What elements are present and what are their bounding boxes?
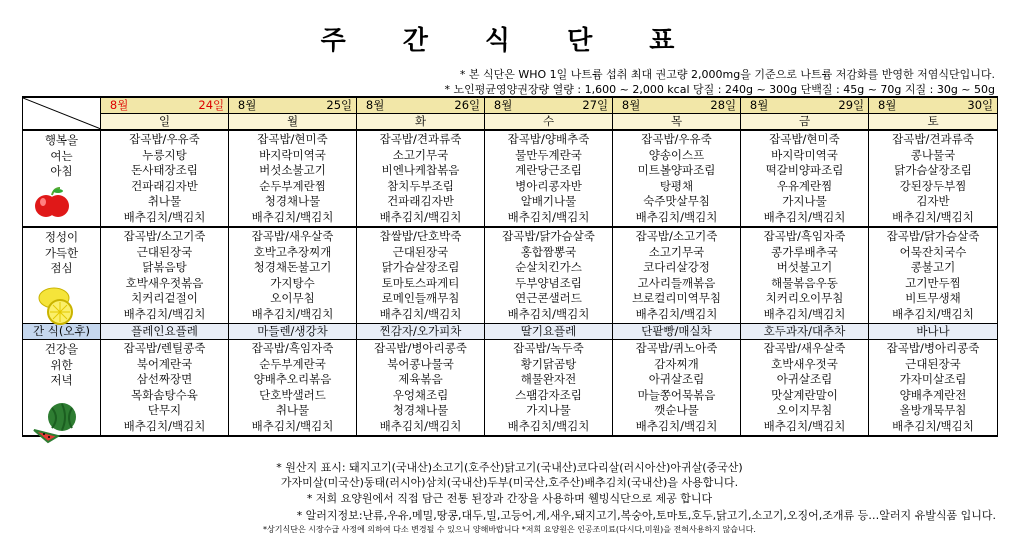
homemade-note: * 저희 요양원에서 직접 담근 전통 된장과 간장을 사용하며 웰빙식단으로 제공 합니다 <box>306 492 713 505</box>
menu-item: 가지나물 <box>526 403 571 417</box>
menu-item: 양배추오리볶음 <box>253 372 332 386</box>
menu-item: 깻순나물 <box>654 403 699 417</box>
snack-row <box>23 324 998 340</box>
menu-item: 잡곡밥/우유죽 <box>129 132 200 146</box>
menu-item: 잡곡밥/소고기죽 <box>123 229 206 243</box>
dinner-menu-cell <box>485 340 613 437</box>
meal-label-line: 행복을 <box>44 133 79 147</box>
date-text: 29일 <box>838 98 865 112</box>
snack-item: 마들렌/생강차 <box>229 324 357 340</box>
meal-label-line: 여는 <box>50 148 73 163</box>
menu-item: 돈사태장조림 <box>131 163 198 177</box>
meal-label-line: 정성이 <box>44 230 79 244</box>
origin-note: * 원산지 표시: 돼지고기(국내산)소고기(호주산)닭고기(국내산)코다리살(러시아산)아귀살(중국산) <box>276 461 743 474</box>
day-name: 금 <box>741 114 869 131</box>
menu-item: 해물볶음우동 <box>771 275 838 290</box>
menu-item: 잡곡밥/렌틸콩죽 <box>123 341 206 355</box>
menu-item: 황기닭곰탕 <box>520 356 577 371</box>
menu-item: 아귀살조림 <box>776 372 833 386</box>
menu-item: 가지탕수 <box>270 275 315 290</box>
date-cell <box>357 97 485 114</box>
menu-item: 배추김치/백김치 <box>635 209 718 224</box>
menu-item: 비엔나케찹볶음 <box>381 163 460 177</box>
menu-item: 비트무생채 <box>905 291 961 305</box>
menu-item: 해물완자전 <box>520 372 577 386</box>
menu-item: 잡곡밥/새우살죽 <box>251 229 334 243</box>
menu-item: 북어콩나물국 <box>387 356 454 371</box>
menu-item: 잡곡밥/흑임자죽 <box>763 229 846 243</box>
menu-table <box>22 96 998 437</box>
menu-item: 취나물 <box>147 194 182 208</box>
menu-item: 로메인들깨무침 <box>381 291 460 305</box>
date-text: 25일 <box>326 98 353 112</box>
date-cell <box>869 97 998 114</box>
menu-item: 버섯소불고기 <box>259 163 326 177</box>
menu-item: 아귀살조림 <box>648 372 705 386</box>
lunch-menu-cell <box>613 227 741 324</box>
date-text: 24일 <box>198 98 225 112</box>
menu-item: 코다리살강정 <box>643 260 710 274</box>
date-row <box>23 97 998 114</box>
lunch-menu-cell <box>357 227 485 324</box>
date-cell <box>485 97 613 114</box>
meal-label-line: 저녁 <box>50 373 73 387</box>
menu-item: 숙주맛살무침 <box>643 194 710 208</box>
day-row <box>23 114 998 131</box>
menu-item: 제육볶음 <box>398 372 443 386</box>
menu-item: 어묵잔치국수 <box>899 244 967 259</box>
menu-item: 바지락미역국 <box>259 147 326 162</box>
meal-label-line: 점심 <box>50 261 73 275</box>
breakfast-menu-cell <box>485 130 613 227</box>
month-text: 8월 <box>749 98 769 112</box>
menu-item: 누릉지탕 <box>142 147 187 162</box>
menu-item: 잡곡밥/퀴노아죽 <box>635 341 718 355</box>
date-text: 28일 <box>710 98 737 112</box>
menu-item: 잡곡밥/견과류죽 <box>379 132 462 146</box>
menu-item: 단무지 <box>147 403 182 417</box>
menu-item: 근대된장국 <box>392 244 449 259</box>
menu-item: 소고기무국 <box>648 244 705 259</box>
dinner-menu-cell <box>613 340 741 437</box>
menu-item: 홍합짬뽕국 <box>520 244 577 259</box>
menu-item: 배추김치/백김치 <box>123 209 206 224</box>
date-text: 27일 <box>582 98 609 112</box>
day-name: 월 <box>229 114 357 131</box>
month-text: 8월 <box>493 98 513 112</box>
menu-item: 잡곡밥/닭가슴살죽 <box>886 229 980 243</box>
page-title: 주 간 식 단 표 <box>320 26 699 56</box>
menu-item: 배추김치/백김치 <box>379 418 462 433</box>
menu-item: 참치두부조림 <box>387 178 454 193</box>
menu-item: 오이무침 <box>270 291 315 305</box>
menu-item: 콩불고기 <box>910 260 956 274</box>
menu-item: 잡곡밥/녹두죽 <box>513 341 584 355</box>
menu-item: 배추김치/백김치 <box>892 209 974 224</box>
date-text: 30일 <box>967 98 994 112</box>
menu-item: 계란당근조림 <box>515 163 582 177</box>
lunch-menu-cell <box>741 227 869 324</box>
menu-item: 취나물 <box>275 403 310 417</box>
menu-item: 잡곡밥/소고기죽 <box>635 229 718 243</box>
menu-item: 북어계란국 <box>136 356 193 371</box>
menu-item: 배추김치/백김치 <box>635 306 718 321</box>
menu-item: 순두부계란국 <box>259 356 326 371</box>
menu-item: 스팸감자조림 <box>515 387 582 402</box>
breakfast-menu-cell <box>613 130 741 227</box>
date-cell <box>741 97 869 114</box>
watermelon-icon <box>30 400 80 444</box>
date-cell <box>613 97 741 114</box>
dinner-menu-cell <box>229 340 357 437</box>
menu-item: 호박새우젓국 <box>771 356 838 371</box>
disclaimer-note: *상기식단은 시장수급 사정에 의하여 다소 변경될 수 있으니 양해바랍니다 *저희 요양원은 인공조미료(다시다,미원)을 전혀사용하지 않습니다. <box>263 525 756 534</box>
menu-item: 배추김치/백김치 <box>507 418 590 433</box>
menu-item: 잡곡밥/양배추죽 <box>507 132 590 146</box>
menu-item: 배추김치/백김치 <box>892 306 974 321</box>
menu-item: 물만두계란국 <box>515 147 582 162</box>
menu-item: 알배기나물 <box>520 194 577 208</box>
menu-item: 호박고추장찌개 <box>253 244 332 259</box>
menu-item: 배추김치/백김치 <box>507 209 590 224</box>
menu-item: 잡곡밥/병아리콩죽 <box>374 341 467 355</box>
dinner-menu-cell <box>101 340 229 437</box>
menu-item: 근대된장국 <box>136 244 193 259</box>
menu-item: 건파래김자반 <box>387 194 454 208</box>
lemon-icon <box>36 282 78 326</box>
meal-label-line: 위한 <box>50 357 73 372</box>
menu-item: 잡곡밥/현미죽 <box>769 132 840 146</box>
breakfast-menu-cell <box>741 130 869 227</box>
corner-cell <box>23 97 101 130</box>
menu-item: 잡곡밥/흑임자죽 <box>251 341 334 355</box>
menu-item: 청경채나물 <box>264 194 321 208</box>
meal-label-line: 건강을 <box>44 342 79 356</box>
menu-item: 잡곡밥/견과류죽 <box>892 132 974 146</box>
dinner-menu-cell <box>357 340 485 437</box>
menu-item: 콩나물국 <box>910 147 956 162</box>
origin-note-2: 가자미살(미국산)동태(러시아)삼치(국내산)두부(미국산,호주산)배추김치(국내산)을 사용합니다. <box>280 476 739 489</box>
menu-item: 잡곡밥/현미죽 <box>257 132 328 146</box>
menu-item: 찹쌀밥/단호박죽 <box>379 229 462 243</box>
meal-label-line: 가득한 <box>44 245 79 260</box>
nutrition-note: * 노인평균영양권장량 열량 : 1,600 ~ 2,000 kcal 당질 : 240g ~ 300g 단백질 : 45g ~ 70g 지질 : 30g ~ 50g <box>444 83 995 96</box>
snack-item: 단팥빵/매실차 <box>613 324 741 340</box>
menu-item: 버섯불고기 <box>776 260 833 274</box>
dinner-row <box>23 340 998 437</box>
menu-item: 병아리콩자반 <box>515 178 582 193</box>
menu-item: 배추김치/백김치 <box>892 418 974 433</box>
day-name: 목 <box>613 114 741 131</box>
menu-item: 배추김치/백김치 <box>763 418 846 433</box>
lunch-menu-cell <box>101 227 229 324</box>
menu-item: 치커리겉절이 <box>131 291 198 305</box>
diagonal-line <box>23 98 101 129</box>
menu-item: 목화솜탕수육 <box>131 387 198 402</box>
menu-item: 배추김치/백김치 <box>507 306 590 321</box>
menu-item: 배추김치/백김치 <box>251 209 334 224</box>
menu-item: 닭볶음탕 <box>142 260 187 274</box>
snack-item: 바나나 <box>869 324 998 340</box>
allergy-note: * 알러지정보:난류,우유,메밀,땅콩,대두,밀,고등어,게,새우,돼지고기,복숭아,토마토,호두,닭고기,소고기,오징어,조개류 등…알러지 유발식품 입니다. <box>296 509 996 522</box>
menu-item: 닭가슴살장조림 <box>381 260 460 274</box>
menu-item: 순살치킨가스 <box>515 260 582 274</box>
breakfast-menu-cell <box>101 130 229 227</box>
menu-item: 배추김치/백김치 <box>763 209 846 224</box>
menu-item: 잡곡밥/병아리콩죽 <box>886 341 980 355</box>
menu-item: 떡갈비양파조림 <box>765 163 844 177</box>
breakfast-menu-cell <box>869 130 998 227</box>
date-cell <box>101 97 229 114</box>
menu-item: 청경채돈불고기 <box>253 260 332 274</box>
menu-item: 배추김치/백김치 <box>379 306 462 321</box>
menu-item: 김자반 <box>916 194 950 208</box>
breakfast-row <box>23 130 998 227</box>
meal-label-line: 아침 <box>50 164 73 178</box>
lunch-menu-cell <box>229 227 357 324</box>
menu-item: 치커리오이무침 <box>765 291 844 305</box>
menu-item: 배추김치/백김치 <box>763 306 846 321</box>
snack-item: 찐감자/오가피차 <box>357 324 485 340</box>
breakfast-menu-cell <box>229 130 357 227</box>
month-text: 8월 <box>237 98 257 112</box>
menu-item: 청경채나물 <box>392 403 449 417</box>
menu-item: 바지락미역국 <box>771 147 838 162</box>
menu-item: 양송이스프 <box>648 147 705 162</box>
month-text: 8월 <box>109 98 129 112</box>
menu-item: 올방개묵무침 <box>899 403 967 417</box>
menu-item: 탕평채 <box>659 178 694 193</box>
dinner-menu-cell <box>741 340 869 437</box>
menu-item: 배추김치/백김치 <box>123 306 206 321</box>
day-name: 토 <box>869 114 998 131</box>
menu-item: 우유계란찜 <box>776 178 833 193</box>
menu-item: 가자미살조림 <box>899 372 967 386</box>
menu-item: 배추김치/백김치 <box>635 418 718 433</box>
month-text: 8월 <box>365 98 385 112</box>
menu-item: 잡곡밥/새우살죽 <box>763 341 846 355</box>
menu-item: 잡곡밥/우유죽 <box>641 132 712 146</box>
menu-item: 배추김치/백김치 <box>379 209 462 224</box>
date-cell <box>229 97 357 114</box>
lunch-menu-cell <box>869 227 998 324</box>
day-name: 수 <box>485 114 613 131</box>
snack-item: 호두과자/대추차 <box>741 324 869 340</box>
menu-item: 순두부계란찜 <box>259 178 326 193</box>
menu-item: 감자찌개 <box>654 356 699 371</box>
menu-item: 양배추계란전 <box>899 387 967 402</box>
menu-item: 잡곡밥/닭가슴살죽 <box>502 229 595 243</box>
breakfast-menu-cell <box>357 130 485 227</box>
menu-item: 배추김치/백김치 <box>251 306 334 321</box>
day-name: 화 <box>357 114 485 131</box>
menu-item: 미트볼양파조림 <box>637 163 716 177</box>
menu-item: 강된장두부찜 <box>899 178 967 193</box>
menu-item: 삼선짜장면 <box>136 372 193 386</box>
menu-item: 고기만두찜 <box>905 275 961 290</box>
menu-item: 연근콘샐러드 <box>515 291 582 305</box>
day-name: 일 <box>101 114 229 131</box>
menu-item: 배추김치/백김치 <box>251 418 334 433</box>
snack-label: 간 식(오후) <box>23 324 101 340</box>
menu-item: 두부양념조림 <box>515 275 582 290</box>
month-text: 8월 <box>621 98 641 112</box>
menu-item: 고사리들깨볶음 <box>637 275 716 290</box>
menu-item: 건파래김자반 <box>131 178 198 193</box>
menu-item: 브로컬리미역무침 <box>632 291 721 305</box>
menu-item: 배추김치/백김치 <box>123 418 206 433</box>
lunch-menu-cell <box>485 227 613 324</box>
menu-item: 우엉채조림 <box>392 387 449 402</box>
menu-item: 맛살계란말이 <box>771 387 838 402</box>
menu-item: 소고기무국 <box>392 147 449 162</box>
menu-item: 호박새우젓볶음 <box>125 275 204 290</box>
dinner-menu-cell <box>869 340 998 437</box>
menu-item: 가지나물 <box>782 194 827 208</box>
menu-item: 마늘쫑어묵볶음 <box>637 387 716 402</box>
snack-item: 딸기요플레 <box>485 324 613 340</box>
snack-item: 플레인요플레 <box>101 324 229 340</box>
date-text: 26일 <box>454 98 481 112</box>
sodium-note: * 본 식단은 WHO 1일 나트륨 섭취 최대 권고량 2,000mg을 기준으로 나트륨 저감화를 반영한 저염식단입니다. <box>459 68 995 81</box>
menu-item: 오이지무침 <box>776 403 833 417</box>
menu-item: 닭가슴살장조림 <box>894 163 972 177</box>
menu-item: 콩가루배추국 <box>771 244 838 259</box>
menu-item: 단호박샐러드 <box>259 387 326 402</box>
apple-icon <box>34 186 70 220</box>
menu-item: 근대된장국 <box>905 356 961 371</box>
month-text: 8월 <box>877 98 897 112</box>
menu-item: 토마토스파게티 <box>381 275 460 290</box>
lunch-row <box>23 227 998 324</box>
